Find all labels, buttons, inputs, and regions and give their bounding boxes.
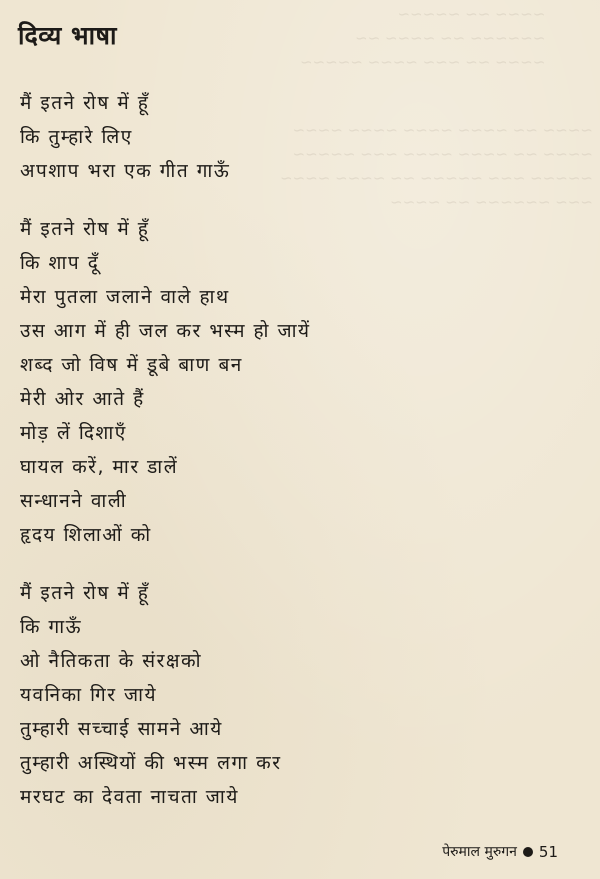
poem-line: ओ नैतिकता के संरक्षको: [20, 650, 203, 672]
show-through-text: ~~~~ ~~ ~~~~~ ~~~~~~ ~~ ~~~~ ~~ ~~~~ ~~ ~~~ ~~~~ ~~~~~: [300, 5, 546, 71]
page-number: 51: [538, 842, 558, 861]
poem-line: कि तुम्हारे लिए: [20, 126, 133, 148]
poem-line: घायल करें, मार डालें: [20, 456, 179, 478]
poem-line: कि शाप दूँ: [20, 252, 100, 274]
poem-line: कि गाऊँ: [20, 616, 83, 638]
poem-line: मोड़ लें दिशाएँ: [20, 422, 127, 444]
poem-line: यवनिका गिर जाये: [20, 684, 158, 706]
poem-line: हृदय शिलाओं को: [20, 524, 152, 546]
stanza-2: [20, 212, 580, 552]
bullet-dot-icon: [523, 847, 533, 857]
poem-title: दिव्य भाषा: [18, 21, 117, 50]
poem-line: मैं इतने रोष में हूँ: [20, 218, 150, 240]
poem-line: मैं इतने रोष में हूँ: [20, 582, 150, 604]
poem-line: सन्धानने वाली: [20, 490, 128, 512]
poem-line: मैं इतने रोष में हूँ: [20, 92, 150, 114]
poem-line: मरघट का देवता नाचता जाये: [20, 786, 239, 808]
poem-line: मेरा पुतला जलाने वाले हाथ: [20, 286, 230, 308]
poem-line: अपशाप भरा एक गीत गाऊँ: [20, 160, 231, 182]
poem-body: [20, 86, 580, 838]
stanza-3: [20, 576, 580, 814]
poem-line: तुम्हारी अस्थियों की भस्म लगा कर: [20, 752, 282, 774]
poem-line: तुम्हारी सच्चाई सामने आये: [20, 718, 223, 740]
poem-line: शब्द जो विष में डूबे बाण बन: [20, 354, 243, 376]
poem-line: मेरी ओर आते हैं: [20, 388, 145, 410]
stanza-1: [20, 86, 580, 188]
page-footer: [442, 842, 558, 861]
poem-line: उस आग में ही जल कर भस्म हो जायें: [20, 320, 311, 342]
author-name: पेरुमाल मुरुगन: [442, 844, 517, 860]
show-through-text: ~~~~ ~~ ~~~~ ~~~~ ~~~~ ~~~~ ~~~~ ~~ ~~~~ ~~~~ ~~~ ~~~~~ ~~~~~ ~~~ ~~~~~ ~~ ~~~~ ~~~~ ~~~ ~~~~~~ ~~ ~~~~: [280, 121, 593, 211]
